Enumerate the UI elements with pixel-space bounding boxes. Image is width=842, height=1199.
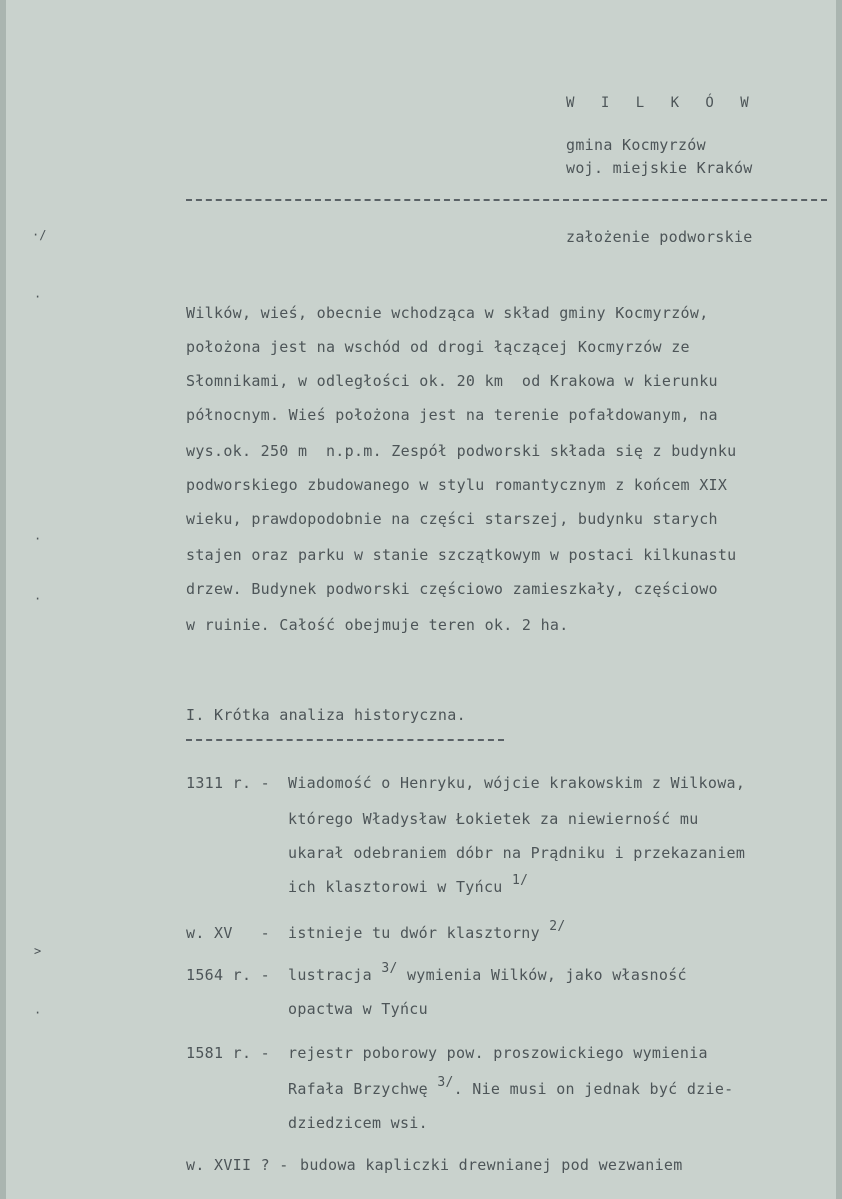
intro-line: podworskiego zbudowanego w stylu romantycznym z końcem XIX bbox=[186, 476, 728, 494]
footnote-ref: 3/ bbox=[437, 1075, 454, 1090]
margin-mark: · bbox=[34, 1006, 42, 1020]
intro-line: drzew. Budynek podworski częściowo zamieszkały, częściowo bbox=[186, 580, 718, 598]
intro-line: północnym. Wieś położona jest na terenie pofałdowanym, na bbox=[186, 406, 718, 424]
intro-line: wieku, prawdopodobnie na części starszej, budynku starych bbox=[186, 510, 718, 528]
header-province: woj. miejskie Kraków bbox=[566, 159, 753, 177]
history-text: opactwa w Tyńcu bbox=[288, 1000, 428, 1018]
intro-line: wys.ok. 250 m n.p.m. Zespół podworski składa się z budynku bbox=[186, 442, 737, 460]
margin-mark: · bbox=[34, 592, 42, 606]
history-text-part: istnieje tu dwór klasztorny bbox=[288, 924, 540, 942]
history-date: 1581 r. - bbox=[186, 1044, 270, 1062]
header-municipality: gmina Kocmyrzów bbox=[566, 136, 706, 154]
history-text: Wiadomość o Henryku, wójcie krakowskim z Wilkowa, bbox=[288, 774, 746, 792]
document-subtitle: założenie podworskie bbox=[566, 228, 753, 246]
history-text-part: ich klasztorowi w Tyńcu bbox=[288, 878, 503, 896]
intro-line: położona jest na wschód od drogi łączącej Kocmyrzów ze bbox=[186, 338, 690, 356]
header-divider bbox=[186, 199, 827, 201]
footnote-ref: 2/ bbox=[549, 919, 566, 934]
history-text bbox=[288, 873, 529, 896]
history-text: którego Władysław Łokietek za niewierność mu bbox=[288, 810, 699, 828]
footnote-ref: 3/ bbox=[381, 961, 398, 976]
history-text bbox=[288, 1075, 734, 1098]
intro-line: stajen oraz parku w stanie szczątkowym w postaci kilkunastu bbox=[186, 546, 737, 564]
history-date: w. XV - bbox=[186, 924, 270, 942]
history-text-part: lustracja bbox=[288, 966, 372, 984]
margin-mark: · bbox=[34, 290, 42, 304]
history-text-part: . Nie musi on jednak być dzie- bbox=[453, 1080, 734, 1098]
margin-mark: · bbox=[34, 532, 42, 546]
margin-mark: ·/ bbox=[32, 228, 47, 242]
page-edge-right bbox=[836, 0, 842, 1199]
history-text: rejestr poborowy pow. proszowickiego wymienia bbox=[288, 1044, 708, 1062]
section-underline bbox=[186, 739, 504, 741]
intro-line: w ruinie. Całość obejmuje teren ok. 2 ha. bbox=[186, 616, 569, 634]
history-text-part: wymienia Wilków, jako własność bbox=[406, 966, 687, 984]
footnote-ref: 1/ bbox=[511, 873, 529, 888]
history-text: budowa kapliczki drewnianej pod wezwaniem bbox=[300, 1156, 683, 1174]
history-text bbox=[288, 961, 687, 984]
history-text bbox=[288, 919, 566, 942]
history-date: 1564 r. - bbox=[186, 966, 270, 984]
section-title: I. Krótka analiza historyczna. bbox=[186, 706, 466, 724]
margin-mark: > bbox=[34, 944, 42, 958]
history-date: 1311 r. - bbox=[186, 774, 270, 792]
intro-line: Słomnikami, w odległości ok. 20 km od Krakowa w kierunku bbox=[186, 372, 718, 390]
history-text-part: Rafała Brzychwę bbox=[288, 1080, 428, 1098]
history-date: w. XVII ? - bbox=[186, 1156, 289, 1174]
page-edge-left bbox=[0, 0, 6, 1199]
history-text: ukarał odebraniem dóbr na Prądniku i przekazaniem bbox=[288, 844, 746, 862]
history-text: dziedzicem wsi. bbox=[288, 1114, 428, 1132]
intro-line: Wilków, wieś, obecnie wchodząca w skład gminy Kocmyrzów, bbox=[186, 304, 709, 322]
header-title: W I L K Ó W bbox=[566, 95, 758, 111]
